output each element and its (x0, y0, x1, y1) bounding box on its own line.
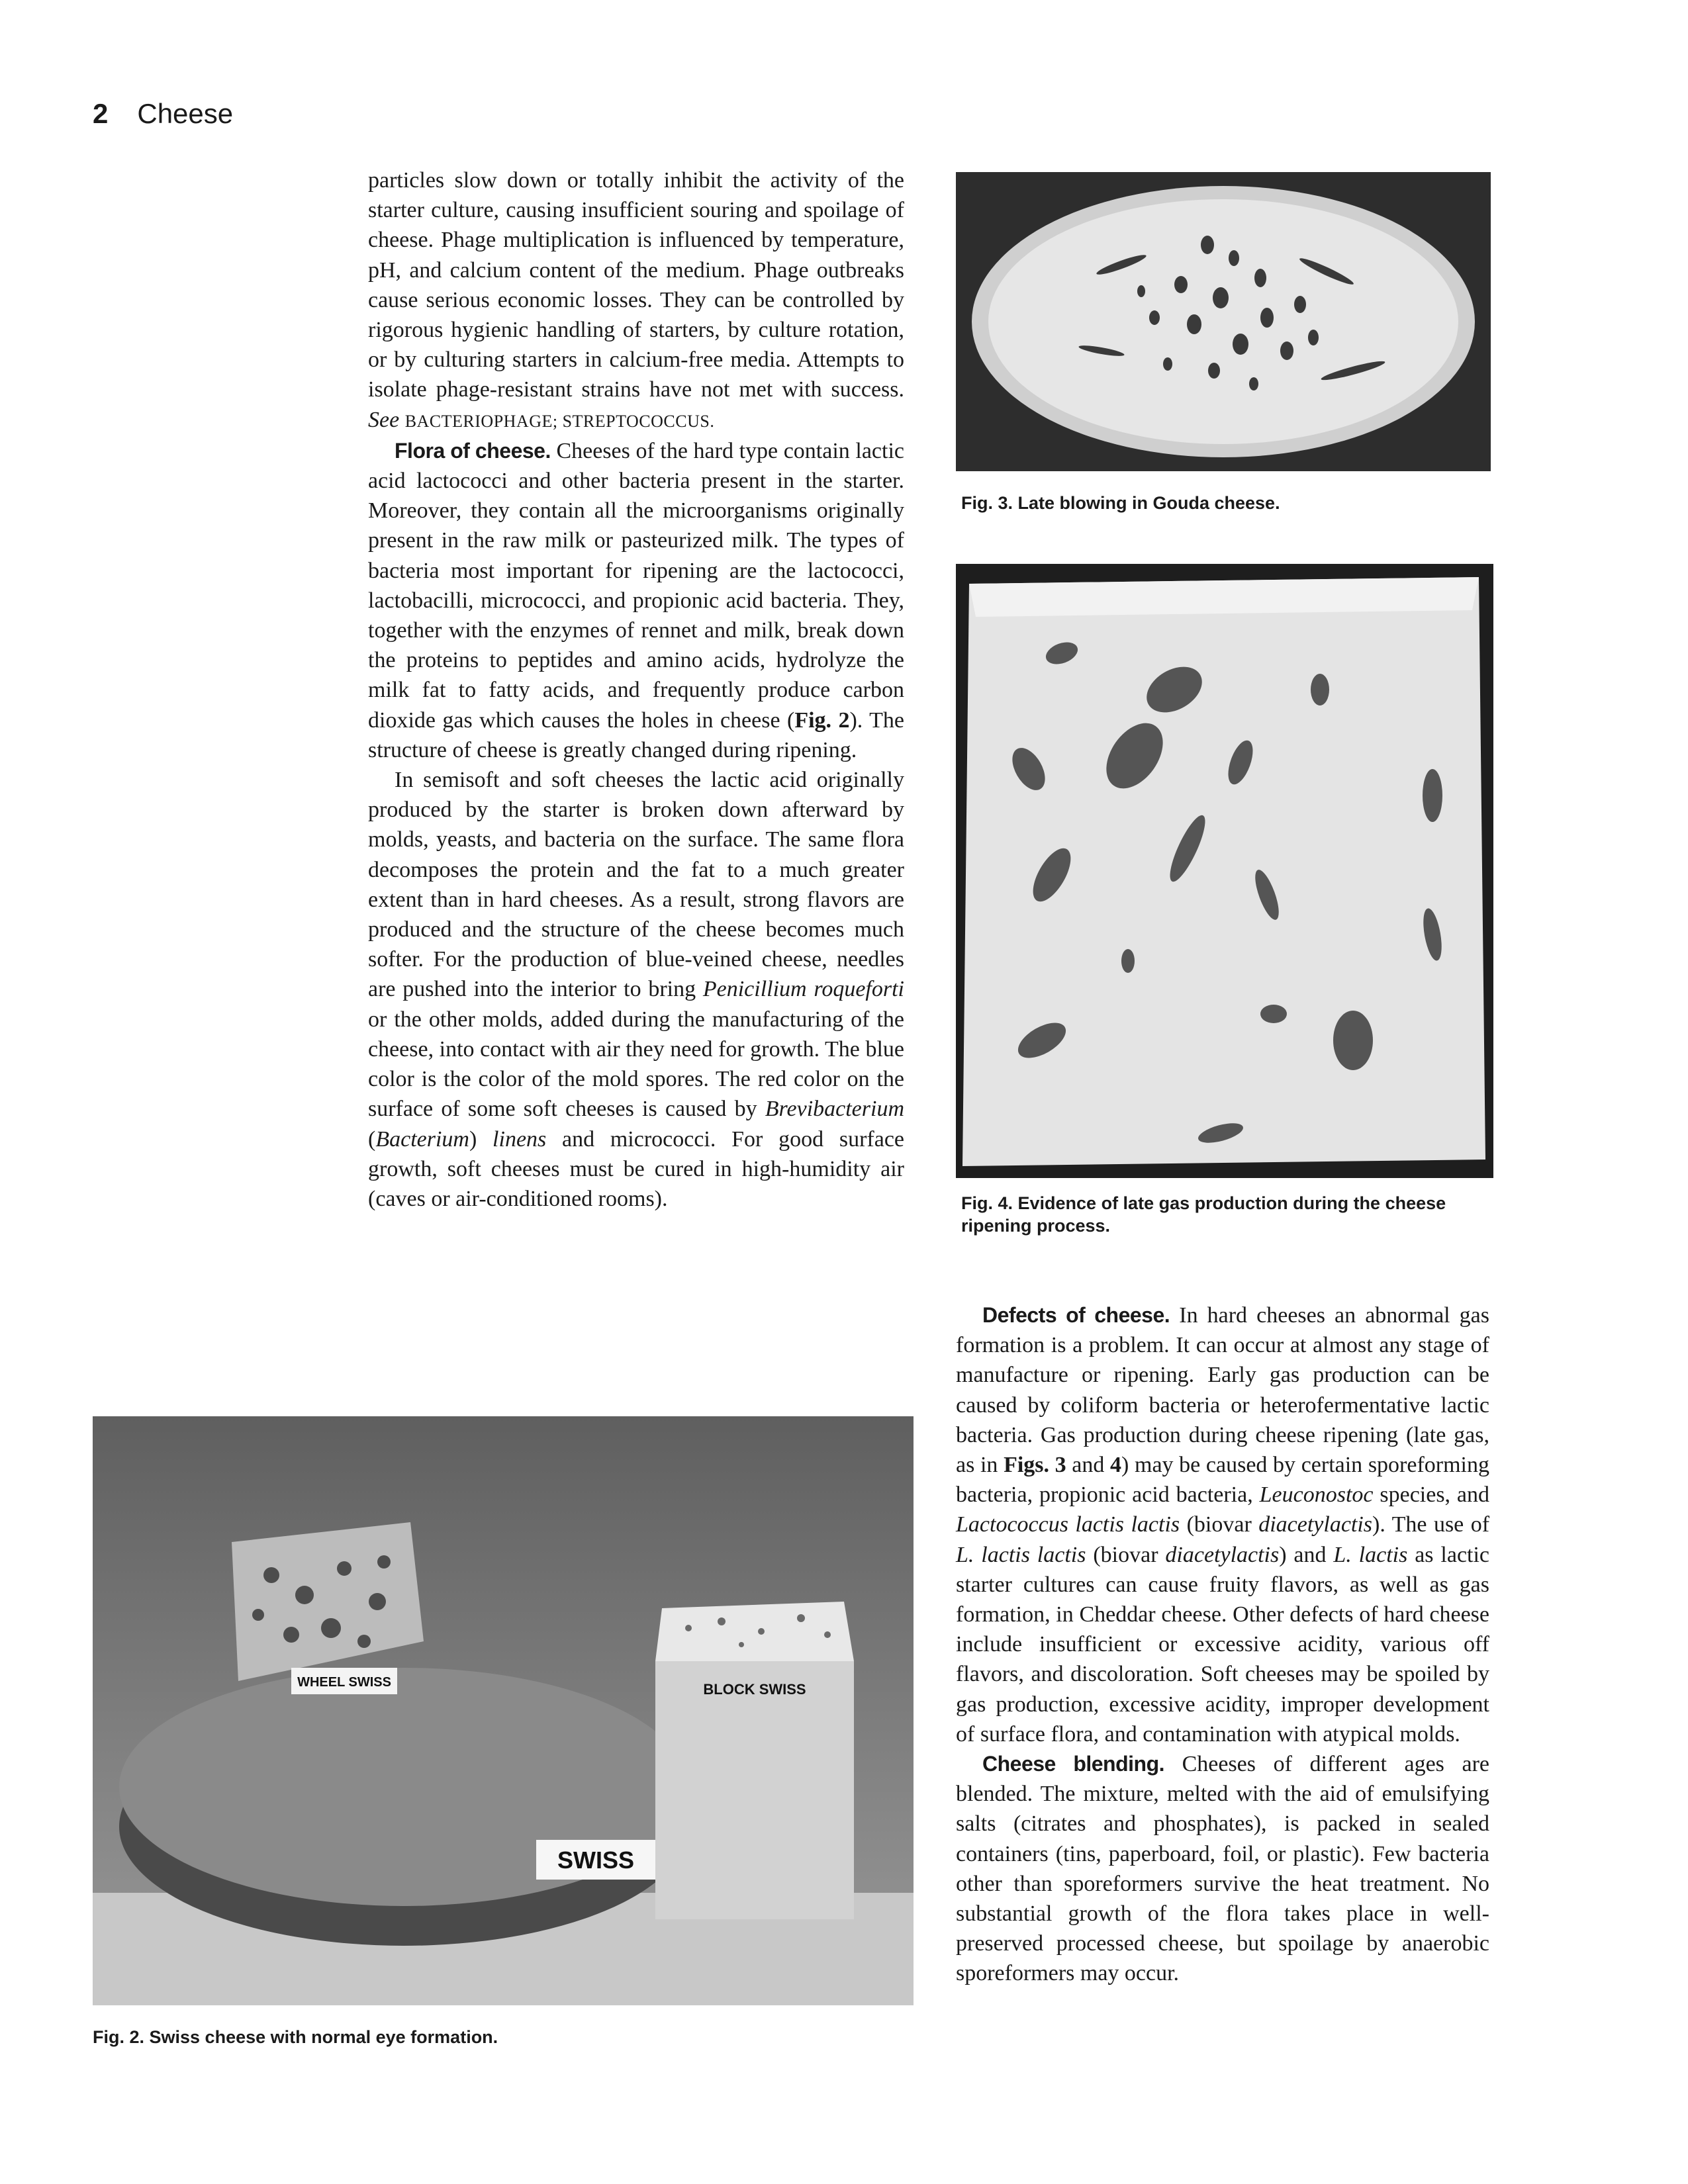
figure-4-caption: Fig. 4. Evidence of late gas production during the cheese ripening process. (961, 1193, 1446, 1236)
figure-3-caption: Fig. 3. Late blowing in Gouda cheese. (961, 493, 1280, 513)
swiss-cheese-illustration (93, 1416, 914, 2005)
section-heading-blending: Cheese blending. (982, 1752, 1165, 1776)
swiss-label: SWISS (557, 1846, 635, 1874)
gas-holes-illustration (956, 564, 1493, 1178)
running-title: Cheese (137, 98, 234, 129)
running-header (93, 97, 233, 131)
figure-reference: Fig. 2 (794, 707, 850, 733)
gouda-illustration (956, 172, 1491, 471)
paragraph-phage: particles slow down or totally inhibit the activity of the starter culture, causing insufficient souring and spoilage of cheese. Phage multiplication is influenced by temperature, pH, and calcium content of the medium. Phage outbreaks cause serious economic losses. They can be controlled by rigorous hygienic handling of starters, by culture rotation, or by culturing starters in calcium-free media. Attempts to isolate phage-resistant strains have not met with success. See BACTERIOPHAGE; STREPTOCOCCUS. (368, 168, 904, 432)
figure-2-caption: Fig. 2. Swiss cheese with normal eye formation. (93, 2027, 498, 2047)
page-number: 2 (93, 98, 109, 129)
cross-reference: BACTERIOPHAGE; STREPTOCOCCUS. (404, 411, 715, 431)
paragraph-blending: Cheese blending. Cheeses of different ages are blended. The mixture, melted with the aid of emulsifying salts (citrates and phosphates), is packed in sealed containers (tins, paperboard, foil, or plastic). Few bacteria other than sporeformers survive the heat treatment. No substantial growth of the flora takes place in well-preserved processed cheese, but spoilage by anaerobic sporeformers may occur. (956, 1752, 1489, 1986)
section-heading-defects: Defects of cheese. (982, 1303, 1170, 1327)
see-reference: See (368, 407, 400, 432)
left-text-column (368, 165, 904, 1214)
paragraph-flora: Flora of cheese. Cheeses of the hard type contain lactic acid lactococci and other bacteria present in the starter. Moreover, they contain all the microorganisms originally present in the raw milk or pasteurized milk. The types of bacteria most important for ripening are the lactococci, lactobacilli, micrococci, and propionic acid bacteria. They, together with the enzymes of rennet and milk, break down the proteins to peptides and amino acids, hydrolyze the milk fat to fatty acids, and frequently produce carbon dioxide gas which causes the holes in cheese (Fig. 2). The structure of cheese is greatly changed during ripening. (368, 438, 905, 762)
figure-2-swiss-photo (93, 1416, 914, 2005)
block-swiss-label: BLOCK SWISS (703, 1681, 806, 1698)
wheel-swiss-label: WHEEL SWISS (297, 1675, 391, 1690)
section-heading-flora: Flora of cheese. (395, 438, 551, 463)
figure-3-gouda-photo (956, 172, 1491, 471)
paragraph-defects: Defects of cheese. In hard cheeses an abnormal gas formation is a problem. It can occur at almost any stage of manufacture or ripening. Early gas production can be caused by coliform bacteria or heterofermentative lactic bacteria. Gas production during cheese ripening (late gas, as in Figs. 3 and 4) may be caused by certain sporeforming bacteria, propionic acid bacteria, Leuconostoc species, and Lactococcus lactis lactis (biovar diacetylactis). The use of L. lactis lactis (biovar diacetylactis) and L. lactis as lactic starter cultures can cause fruity flavors, as well as gas formation, in Cheddar cheese. Other defects of hard cheese include insufficient or excessive acidity, various off flavors, and discoloration. Soft cheeses may be spoiled by gas production, excessive acidity, improper development of surface flora, and contamination with atypical molds. (956, 1303, 1490, 1747)
paragraph-soft-cheeses: In semisoft and soft cheeses the lactic acid originally produced by the starter is broken down afterward by molds, yeasts, and bacteria on the surface. The same flora decomposes the protein and the fat to a much greater extent than in hard cheeses. As a result, strong flavors are produced and the structure of the cheese becomes much softer. For the production of blue-veined cheese, needles are pushed into the interior to bring Penicillium roqueforti or the other molds, added during the manufacturing of the cheese, into contact with air they need for growth. The blue color is the color of the mold spores. The red color on the surface of some soft cheeses is caused by Brevibacterium (Bacterium) linens and micrococci. For good surface growth, soft cheeses must be cured in high-humidity air (caves or air-conditioned rooms). (368, 768, 905, 1211)
figure-4-gas-photo (956, 564, 1493, 1178)
right-text-column (956, 1300, 1489, 1989)
